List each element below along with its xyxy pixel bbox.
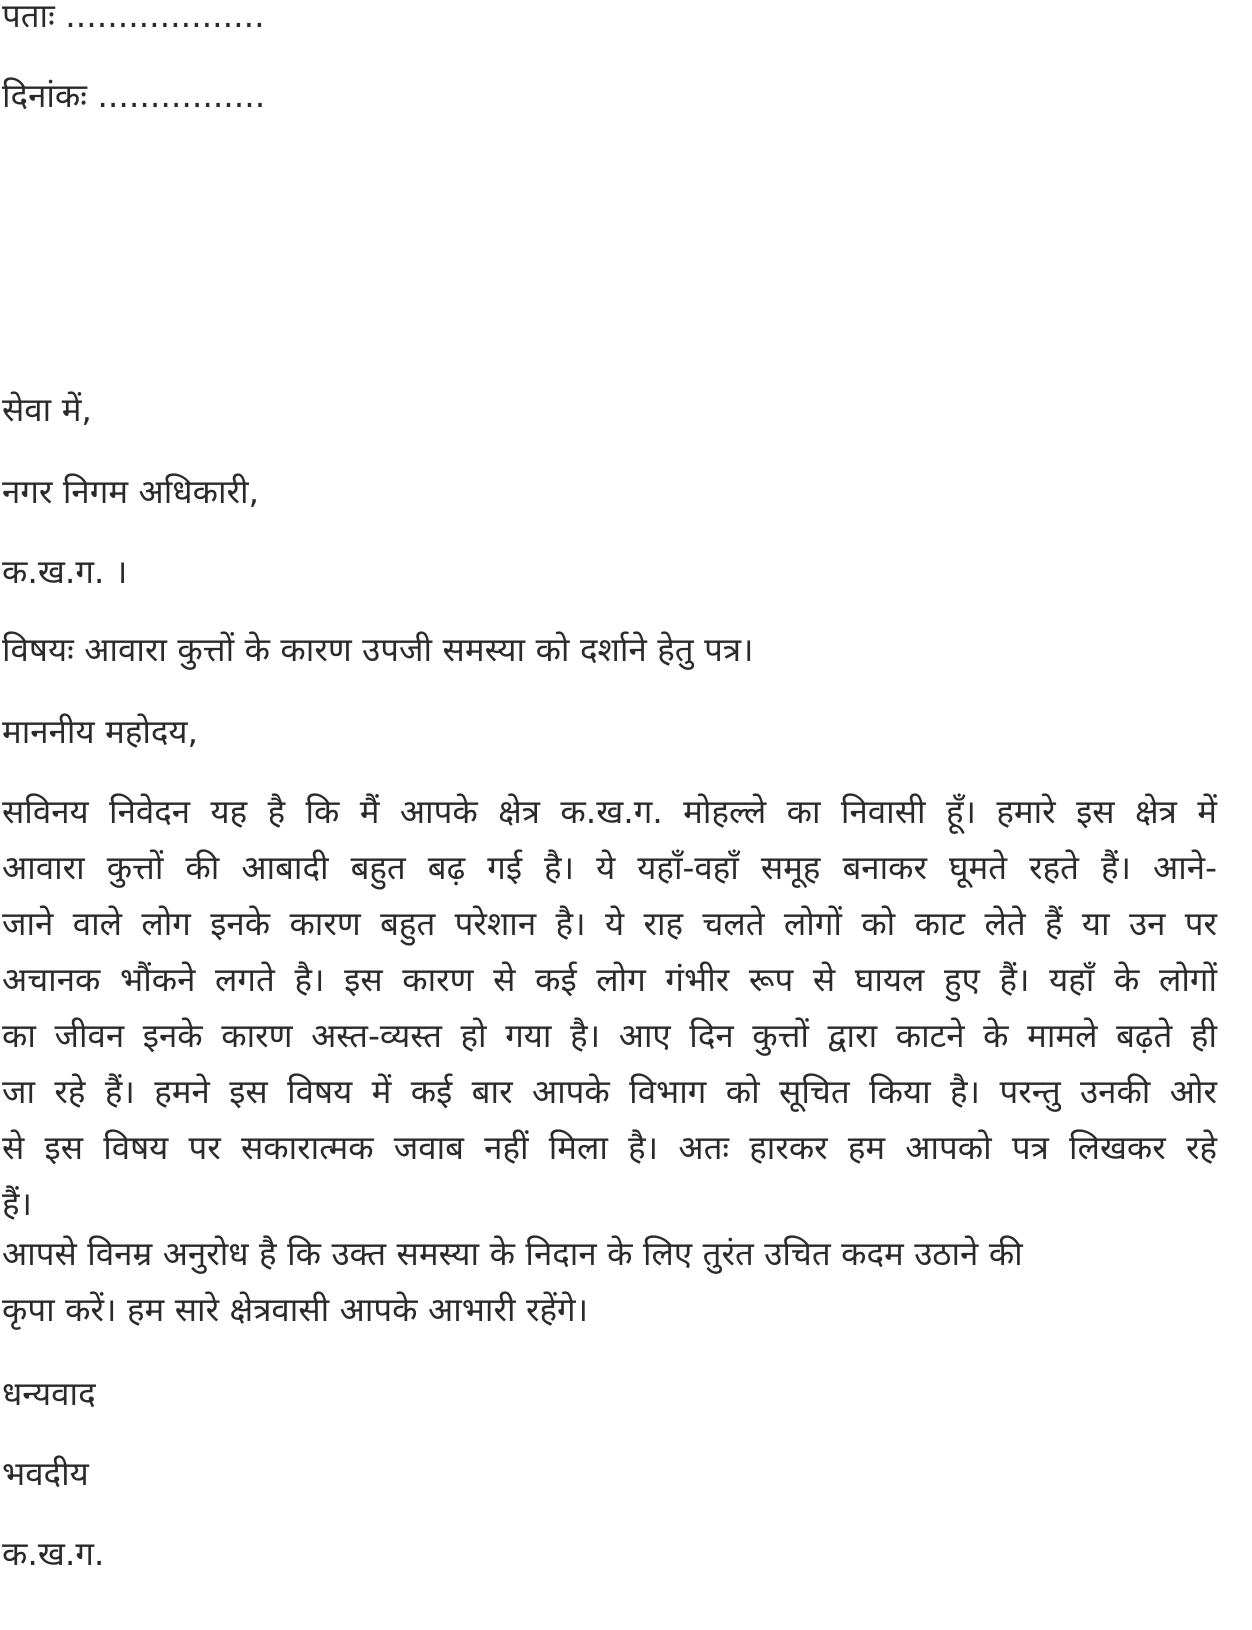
body-paragraph-1-line: से इस विषय पर सकारात्मक जवाब नहीं मिला है। अतः हारकर हम आपको पत्र लिखकर रहे bbox=[2, 1128, 1217, 1167]
sender-name: क.ख.ग. bbox=[2, 1534, 105, 1573]
recipient-designation: नगर निगम अधिकारी, bbox=[2, 472, 260, 511]
body-paragraph-1-line: का जीवन इनके कारण अस्त-व्यस्त हो गया है। आए दिन कुत्तों द्वारा काटने के मामले बढ़ते ही bbox=[2, 1016, 1217, 1055]
body-paragraph-1-line: जाने वाले लोग इनके कारण बहुत परेशान है। ये राह चलते लोगों को काट लेते हैं या उन पर bbox=[2, 904, 1217, 943]
body-paragraph-1-line: जा रहे हैं। हमने इस विषय में कई बार आपके विभाग को सूचित किया है। परन्तु उनकी ओर bbox=[2, 1072, 1217, 1111]
sign-off: भवदीय bbox=[2, 1454, 89, 1493]
salutation: माननीय महोदय, bbox=[2, 712, 199, 751]
date-line: दिनांकः ................ bbox=[2, 76, 266, 115]
body-paragraph-1-line: आवारा कुत्तों की आबादी बहुत बढ़ गई है। ये यहाँ-वहाँ समूह बनाकर घूमते रहते हैं। आने- bbox=[2, 848, 1217, 887]
recipient-to: सेवा में, bbox=[2, 390, 92, 429]
body-paragraph-2 bbox=[2, 1226, 1217, 1338]
address-line: पताः ................... bbox=[2, 0, 265, 35]
subject-line: विषयः आवारा कुत्तों के कारण उपजी समस्या को दर्शाने हेतु पत्र। bbox=[2, 630, 754, 669]
body-paragraph-2-line: कृपा करें। हम सारे क्षेत्रवासी आपके आभारी रहेंगे। bbox=[2, 1290, 589, 1329]
closing: धन्यवाद bbox=[2, 1374, 96, 1413]
recipient-place: क.ख.ग. । bbox=[2, 552, 128, 591]
body-paragraph-1-line: हैं। bbox=[2, 1184, 33, 1223]
body-paragraph-1-line: अचानक भौंकने लगते है। इस कारण से कई लोग गंभीर रूप से घायल हुए हैं। यहाँ के लोगों bbox=[2, 960, 1217, 999]
body-paragraph-2-line: आपसे विनम्र अनुरोध है कि उक्त समस्या के निदान के लिए तुरंत उचित कदम उठाने की bbox=[2, 1234, 1023, 1273]
body-paragraph-1 bbox=[2, 784, 1217, 1232]
body-paragraph-1-line: सविनय निवेदन यह है कि मैं आपके क्षेत्र क.ख.ग. मोहल्ले का निवासी हूँ। हमारे इस क्षेत्र में bbox=[2, 792, 1217, 831]
